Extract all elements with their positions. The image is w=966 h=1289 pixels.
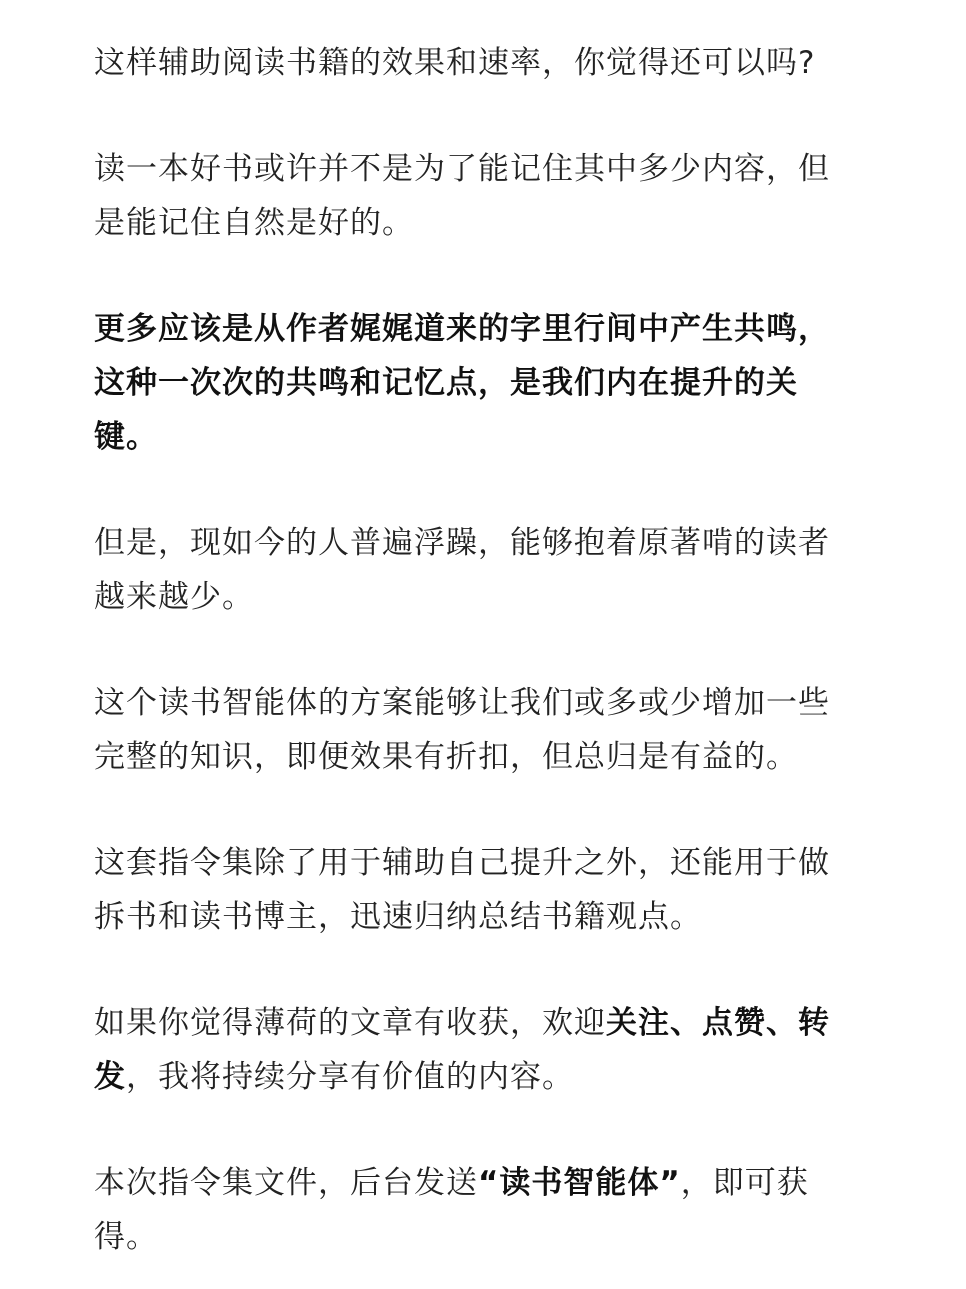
emphasis-text: 关注、点赞、转: [606, 1005, 830, 1041]
paragraph-8: [94, 1156, 894, 1264]
text-segment: ，即可获: [680, 1165, 809, 1201]
paragraph-3-bold: [94, 302, 894, 464]
paragraph-1: [94, 36, 894, 90]
text-line: [94, 1156, 894, 1210]
paragraph-6: [94, 836, 894, 944]
emphasis-text: 发: [94, 1059, 126, 1095]
paragraph-7: [94, 996, 894, 1104]
text-line: 是能记住自然是好的。: [94, 205, 414, 241]
article-body: [94, 36, 894, 1264]
text-line: 更多应该是从作者娓娓道来的字里行间中产生共鸣，: [94, 311, 830, 347]
text-line: [94, 996, 894, 1050]
text-line: 完整的知识，即便效果有折扣，但总归是有益的。: [94, 739, 798, 775]
paragraph-2: [94, 142, 894, 250]
paragraph-4: [94, 516, 894, 624]
text-line: 拆书和读书博主，迅速归纳总结书籍观点。: [94, 899, 702, 935]
text-line: 越来越少。: [94, 579, 254, 615]
text-line: 键。: [94, 419, 158, 455]
text-line: 这种一次次的共鸣和记忆点，是我们内在提升的关: [94, 365, 798, 401]
text-segment: ，我将持续分享有价值的内容。: [126, 1059, 574, 1095]
emphasis-text: “读书智能体”: [478, 1165, 681, 1201]
text-line: 读一本好书或许并不是为了能记住其中多少内容，但: [94, 151, 830, 187]
text-segment: 本次指令集文件，后台发送: [94, 1165, 478, 1201]
text-segment: 如果你觉得薄荷的文章有收获，欢迎: [94, 1005, 606, 1041]
text-line: 这套指令集除了用于辅助自己提升之外，还能用于做: [94, 845, 830, 881]
text-line: 但是，现如今的人普遍浮躁，能够抱着原著啃的读者: [94, 525, 830, 561]
text-line: 这个读书智能体的方案能够让我们或多或少增加一些: [94, 685, 830, 721]
paragraph-5: [94, 676, 894, 784]
text-line: 这样辅助阅读书籍的效果和速率，你觉得还可以吗?: [94, 45, 816, 81]
text-line: [94, 1050, 894, 1104]
text-line: 得。: [94, 1219, 158, 1255]
